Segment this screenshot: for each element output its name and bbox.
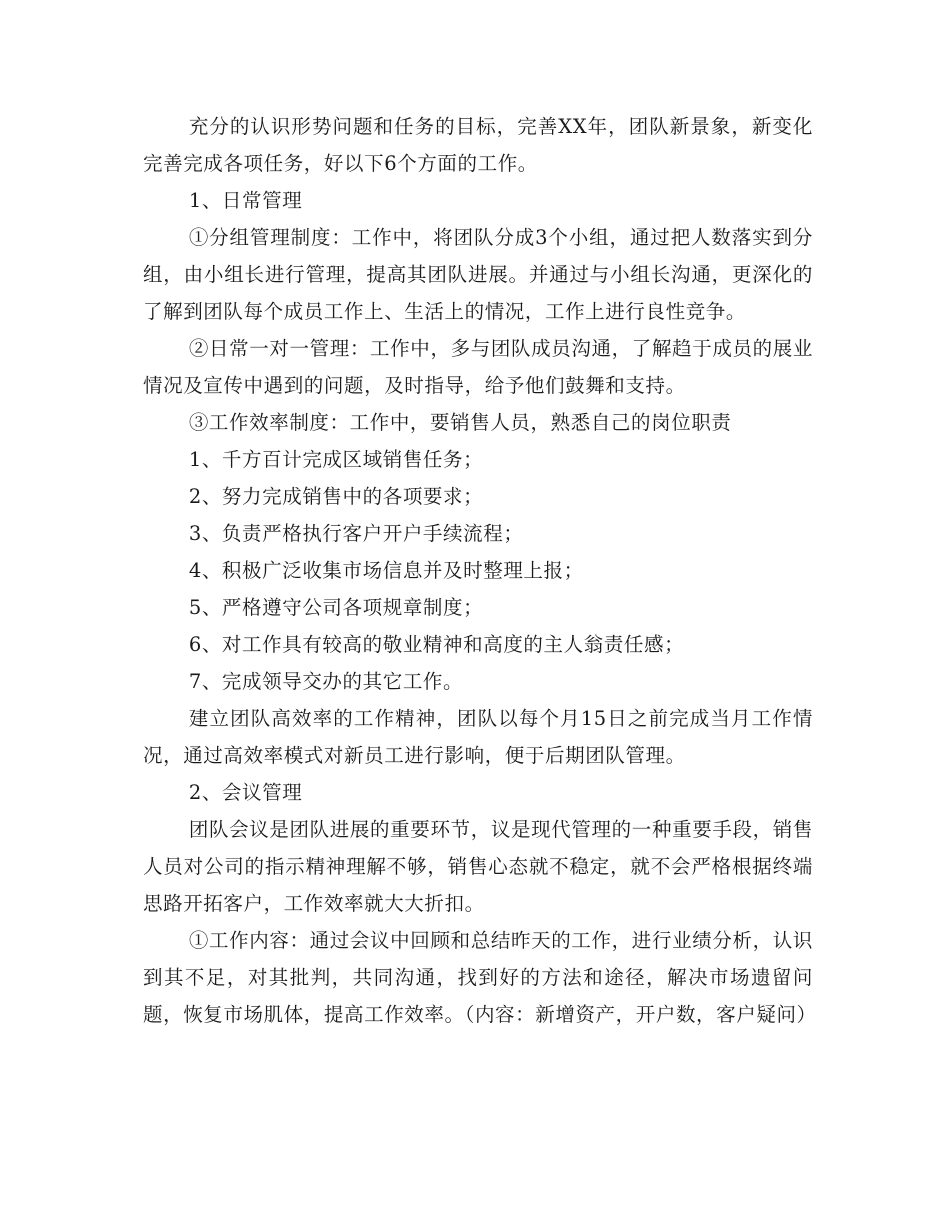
paragraph-efficiency-system: ③工作效率制度：工作中，要销售人员，熟悉自己的岗位职责 <box>188 411 732 434</box>
paragraph-meeting-importance: 团队会议是团队进展的重要环节，议是现代管理的一种重要手段，销售人员对公司的指示精神理解不够，销售心态就不稳定，就不会严格根据终端思路开拓客户，工作效率就大大折扣。 <box>143 818 813 915</box>
document-body <box>143 108 817 1033</box>
heading-daily-management: 1、日常管理 <box>188 189 303 212</box>
paragraph-meeting-content: ①工作内容：通过会议中回顾和总结昨天的工作，进行业绩分析，认识到其不足，对其批判，共同沟通，找到好的方法和途径，解决市场遗留问题，恢复市场肌体，提高工作效率。（内容：新增资产，开户数，客户疑问） <box>143 929 817 1026</box>
list-item: 7、完成领导交办的其它工作。 <box>188 670 464 693</box>
paragraph-one-on-one: ②日常一对一管理：工作中，多与团队成员沟通，了解趋于成员的展业情况及宣传中遇到的问题，及时指导，给予他们鼓舞和支持。 <box>143 337 813 397</box>
list-item: 3、负责严格执行客户开户手续流程； <box>188 522 524 545</box>
list-item: 2、努力完成销售中的各项要求； <box>188 485 484 508</box>
paragraph-intro: 充分的认识形势问题和任务的目标，完善XX年，团队新景象，新变化完善完成各项任务，好以下6个方面的工作。 <box>143 115 813 175</box>
list-item: 5、严格遵守公司各项规章制度； <box>188 596 484 619</box>
list-item: 6、对工作具有较高的敬业精神和高度的主人翁责任感； <box>188 633 685 656</box>
heading-meeting-management: 2、会议管理 <box>188 781 303 804</box>
paragraph-group-management: ①分组管理制度：工作中，将团队分成3个小组，通过把人数落实到分组，由小组长进行管理，提高其团队进展。并通过与小组长沟通，更深化的了解到团队每个成员工作上、生活上的情况，工作上进行良性竞争。 <box>143 226 813 323</box>
paragraph-team-spirit: 建立团队高效率的工作精神，团队以每个月15日之前完成当月工作情况，通过高效率模式对新员工进行影响，便于后期团队管理。 <box>143 707 813 767</box>
list-item: 4、积极广泛收集市场信息并及时整理上报； <box>188 559 584 582</box>
list-item: 1、千方百计完成区域销售任务； <box>188 448 484 471</box>
